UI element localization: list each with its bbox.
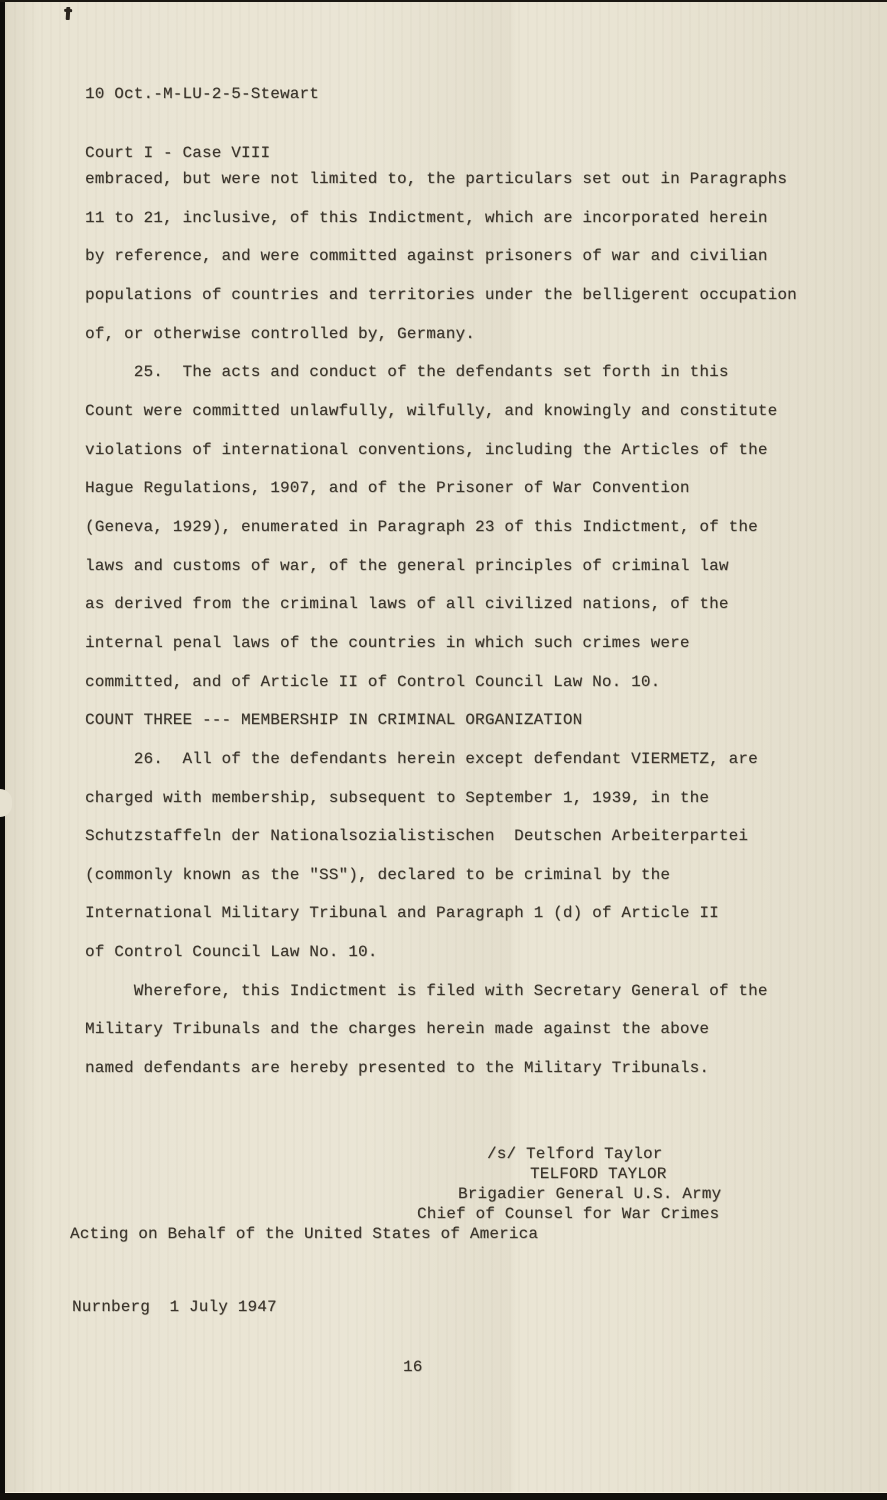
signature-handwritten-line: /s/ Telford Taylor xyxy=(487,1145,663,1163)
body-line-18: (commonly known as the "SS"), declared to be criminal by the xyxy=(85,865,671,884)
body-line-20: of Control Council Law No. 10. xyxy=(85,943,378,962)
body-line-15: 26. All of the defendants herein except defendant VIERMETZ, are xyxy=(85,749,758,768)
body-line-11: as derived from the criminal laws of all civilized nations, of the xyxy=(85,595,729,614)
body-line-0: embraced, but were not limited to, the particulars set out in Paragraphs xyxy=(85,170,788,188)
body-line-6: Count were committed unlawfully, wilfully, and knowingly and constitute xyxy=(85,401,778,420)
signature-rank: Brigadier General U.S. Army xyxy=(458,1185,722,1203)
document-body xyxy=(85,160,825,1088)
footer-dateline: Nurnberg 1 July 1947 xyxy=(72,1298,277,1316)
body-line-9: (Geneva, 1929), enumerated in Paragraph 23 of this Indictment, of the xyxy=(85,517,758,536)
scan-edge-top xyxy=(0,0,887,2)
body-line-2: by reference, and were committed against prisoners of war and civilian xyxy=(85,247,768,266)
body-line-7: violations of international conventions, including the Articles of the xyxy=(85,440,768,459)
signature-title: Chief of Counsel for War Crimes xyxy=(417,1205,720,1223)
body-line-4: of, or otherwise controlled by, Germany. xyxy=(85,324,476,343)
signature-on-behalf: Acting on Behalf of the United States of America xyxy=(70,1225,539,1243)
body-line-8: Hague Regulations, 1907, and of the Prisoner of War Convention xyxy=(85,479,690,498)
body-line-1: 11 to 21, inclusive, of this Indictment, which are incorporated herein xyxy=(85,208,768,227)
body-line-21: Wherefore, this Indictment is filed with Secretary General of the xyxy=(85,981,768,1000)
body-line-14: COUNT THREE --- MEMBERSHIP IN CRIMINAL ORGANIZATION xyxy=(85,711,583,730)
body-line-3: populations of countries and territories under the belligerent occupation xyxy=(85,285,797,304)
body-line-10: laws and customs of war, of the general principles of criminal law xyxy=(85,556,729,575)
page-number: 16 xyxy=(403,1358,423,1376)
ink-mark xyxy=(66,7,71,20)
body-line-23: named defendants are hereby presented to the Military Tribunals. xyxy=(85,1059,710,1078)
header-court-case: Court I - Case VIII xyxy=(85,143,271,162)
body-line-16: charged with membership, subsequent to September 1, 1939, in the xyxy=(85,788,710,807)
signature-name: TELFORD TAYLOR xyxy=(530,1165,667,1183)
scan-edge-bottom xyxy=(0,1493,887,1500)
body-line-12: internal penal laws of the countries in which such crimes were xyxy=(85,633,690,652)
header-case-reference: 10 Oct.-M-LU-2-5-Stewart xyxy=(85,85,320,103)
body-line-22: Military Tribunals and the charges herein made against the above xyxy=(85,1020,710,1039)
body-line-17: Schutzstaffeln der Nationalsozialistischen Deutschen Arbeiterpartei xyxy=(85,827,749,846)
body-line-13: committed, and of Article II of Control Council Law No. 10. xyxy=(85,672,661,691)
body-line-19: International Military Tribunal and Paragraph 1 (d) of Article II xyxy=(85,904,719,923)
scan-edge-left xyxy=(0,0,5,1500)
body-line-5: 25. The acts and conduct of the defendants set forth in this xyxy=(85,363,729,382)
